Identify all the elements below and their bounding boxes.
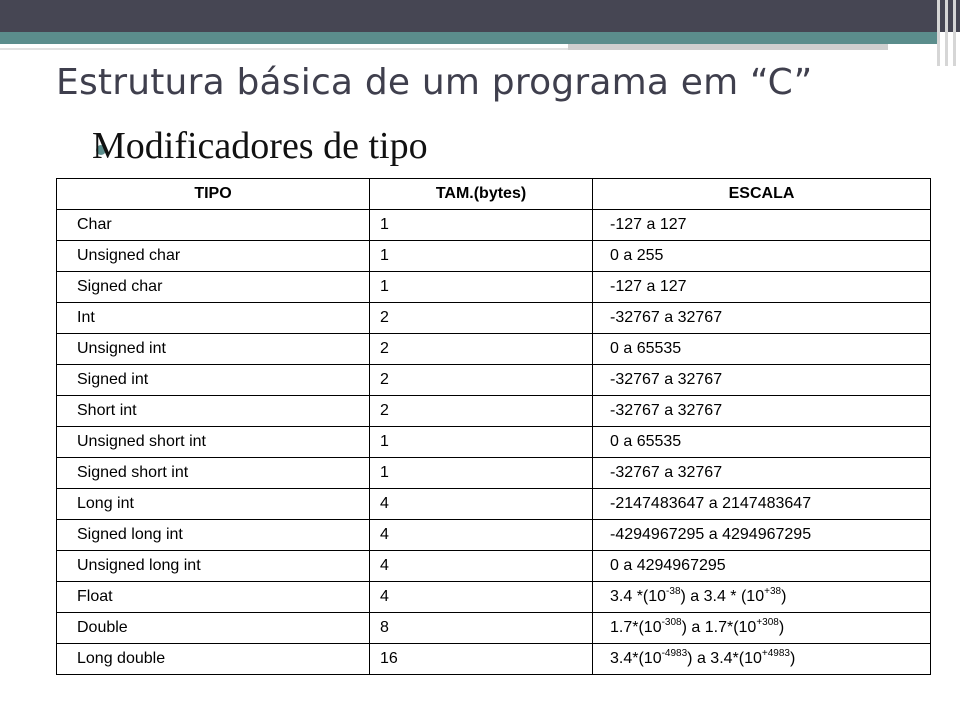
escala-base-min: 3.4 *(10: [610, 588, 667, 605]
table-row: [57, 520, 931, 551]
table-row: [57, 303, 931, 334]
cell-tam: 1: [370, 241, 593, 272]
cell-tipo: Char: [57, 210, 370, 241]
table-row: [57, 427, 931, 458]
cell-tipo: Unsigned long int: [57, 551, 370, 582]
table-row: [57, 334, 931, 365]
table-row: [57, 551, 931, 582]
escala-close: ): [778, 619, 785, 636]
table-row: [57, 613, 931, 644]
cell-tipo: Double: [57, 613, 370, 644]
cell-tipo: Short int: [57, 396, 370, 427]
escala-exp-max: +4983: [761, 648, 790, 659]
cell-tipo: Long int: [57, 489, 370, 520]
escala-exp-min: -38: [666, 586, 681, 597]
accent-stripe: [0, 32, 940, 44]
escala-close: ): [781, 588, 787, 605]
cell-tam: 1: [370, 427, 593, 458]
cell-tipo: Unsigned short int: [57, 427, 370, 458]
cell-tipo: Unsigned char: [57, 241, 370, 272]
cell-tam: 2: [370, 365, 593, 396]
cell-escala: [593, 582, 931, 613]
cell-tam: 2: [370, 396, 593, 427]
cell-tipo: Float: [57, 582, 370, 613]
corner-decoration: [928, 0, 960, 66]
cell-escala: 0 a 255: [593, 241, 931, 272]
cell-tipo: Unsigned int: [57, 334, 370, 365]
cell-tam: 2: [370, 303, 593, 334]
escala-exp-min: -308: [661, 617, 682, 628]
cell-tam: 4: [370, 551, 593, 582]
slide-title: Estrutura básica de um programa em “C”: [56, 62, 813, 103]
cell-tam: 8: [370, 613, 593, 644]
cell-escala: [593, 644, 931, 675]
escala-base-max: ) a 3.4 * (10: [680, 588, 765, 605]
table-row: [57, 458, 931, 489]
cell-tipo: Int: [57, 303, 370, 334]
table-header-row: [57, 179, 931, 210]
header-tam: TAM.(bytes): [370, 179, 593, 210]
cell-escala: -127 a 127: [593, 210, 931, 241]
cell-tipo: Signed short int: [57, 458, 370, 489]
divider-line-shadow: [0, 48, 568, 50]
cell-tam: 2: [370, 334, 593, 365]
table-row: [57, 210, 931, 241]
bullet-text: Modificadores de tipo: [92, 125, 428, 167]
cell-tam: 1: [370, 272, 593, 303]
escala-exp-max: +38: [764, 586, 782, 597]
table-row: [57, 365, 931, 396]
cell-escala: -2147483647 a 2147483647: [593, 489, 931, 520]
header-tipo: TIPO: [57, 179, 370, 210]
cell-escala: -127 a 127: [593, 272, 931, 303]
table-row: [57, 396, 931, 427]
table-row: [57, 644, 931, 675]
table-row: [57, 489, 931, 520]
cell-tam: 4: [370, 582, 593, 613]
cell-escala: [593, 613, 931, 644]
cell-escala: 0 a 4294967295: [593, 551, 931, 582]
cell-tipo: Signed long int: [57, 520, 370, 551]
cell-tipo: Signed int: [57, 365, 370, 396]
escala-base-min: 3.4*(10: [610, 650, 662, 667]
type-modifiers-table: [56, 178, 931, 675]
header-escala: ESCALA: [593, 179, 931, 210]
cell-tam: 4: [370, 520, 593, 551]
cell-tipo: Long double: [57, 644, 370, 675]
cell-escala: 0 a 65535: [593, 427, 931, 458]
header-bar: [0, 0, 960, 32]
escala-close: ): [789, 650, 796, 667]
cell-escala: -32767 a 32767: [593, 303, 931, 334]
table-row: [57, 272, 931, 303]
cell-escala: -4294967295 a 4294967295: [593, 520, 931, 551]
escala-base-max: ) a 1.7*(10: [681, 619, 757, 636]
cell-escala: 0 a 65535: [593, 334, 931, 365]
divider-line-right: [568, 44, 888, 50]
escala-base-max: ) a 3.4*(10: [687, 650, 762, 667]
cell-tipo: Signed char: [57, 272, 370, 303]
cell-escala: -32767 a 32767: [593, 396, 931, 427]
table-row: [57, 582, 931, 613]
cell-tam: 1: [370, 210, 593, 241]
cell-tam: 1: [370, 458, 593, 489]
escala-exp-min: -4983: [661, 648, 688, 659]
escala-base-min: 1.7*(10: [610, 619, 662, 636]
cell-tam: 4: [370, 489, 593, 520]
escala-exp-max: +308: [756, 617, 779, 628]
cell-escala: -32767 a 32767: [593, 458, 931, 489]
cell-escala: -32767 a 32767: [593, 365, 931, 396]
table-row: [57, 241, 931, 272]
cell-tam: 16: [370, 644, 593, 675]
